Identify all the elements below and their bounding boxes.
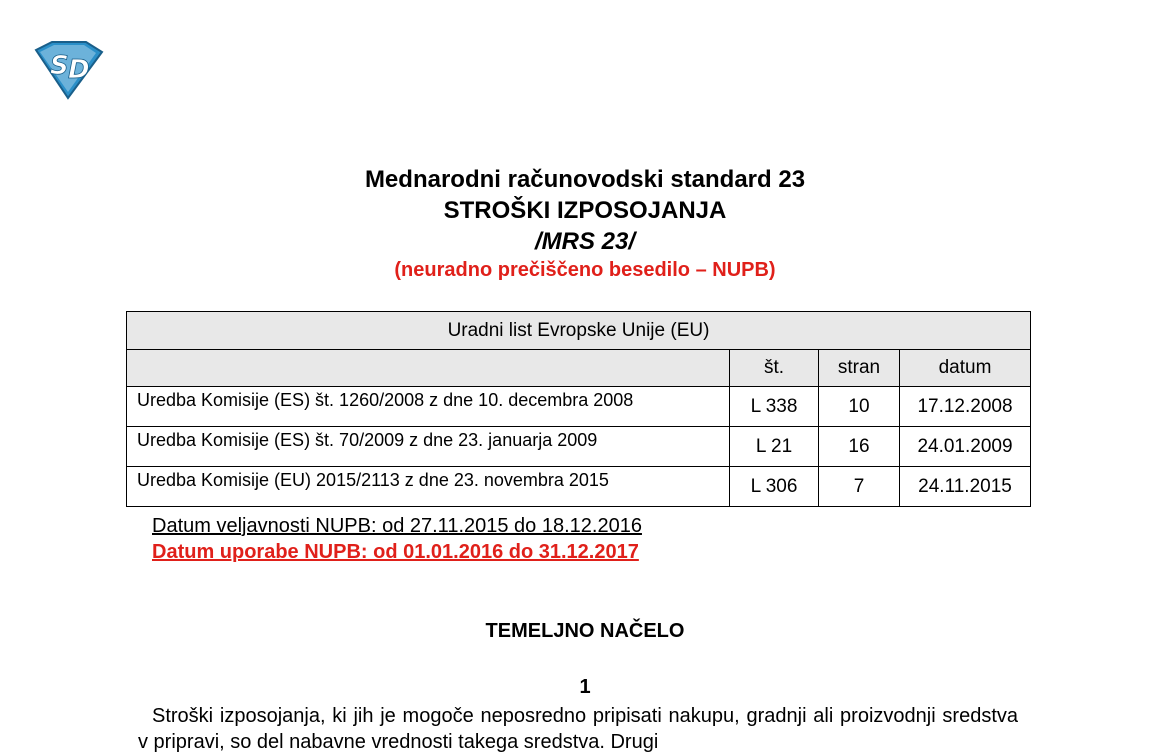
document-code: /MRS 23/	[534, 228, 636, 255]
table-row	[127, 467, 1031, 507]
table-caption: Uradni list Evropske Unije (EU)	[127, 312, 1031, 350]
journal-number: L 306	[730, 467, 819, 507]
document-subtitle: (neuradno prečiščeno besedilo – NUPB)	[394, 259, 776, 281]
column-header-datum: datum	[900, 350, 1031, 387]
journal-number: L 338	[730, 387, 819, 427]
table-row	[127, 387, 1031, 427]
paragraph-text: Stroški izposojanja, ki jih je mogoče neposredno pripisati nakupu, gradnji ali proizvodnji sredstva v pripravi, so del nabavne vrednosti takega sredstva. Drugi	[138, 705, 1018, 753]
regulation-description: Uredba Komisije (ES) št. 1260/2008 z dne 10. decembra 2008	[127, 387, 730, 427]
section-heading: TEMELJNO NAČELO	[485, 620, 685, 642]
publisher-logo	[30, 40, 104, 100]
column-header-st: št.	[730, 350, 819, 387]
official-journal-table	[126, 311, 1031, 507]
table-header-blank	[127, 350, 730, 387]
regulation-description: Uredba Komisije (EU) 2015/2113 z dne 23. novembra 2015	[127, 467, 730, 507]
page-number: 7	[819, 467, 900, 507]
publication-date: 24.11.2015	[900, 467, 1031, 507]
validity-date: Datum veljavnosti NUPB: od 27.11.2015 do 18.12.2016	[152, 515, 642, 537]
document-subject: STROŠKI IZPOSOJANJA	[443, 197, 727, 224]
svg-text:D: D	[68, 55, 90, 85]
publication-date: 17.12.2008	[900, 387, 1031, 427]
table-row	[127, 427, 1031, 467]
regulation-description: Uredba Komisije (ES) št. 70/2009 z dne 23. januarja 2009	[127, 427, 730, 467]
document-title: Mednarodni računovodski standard 23	[364, 166, 806, 193]
page-number: 16	[819, 427, 900, 467]
column-header-stran: stran	[819, 350, 900, 387]
journal-number: L 21	[730, 427, 819, 467]
page-number: 10	[819, 387, 900, 427]
usage-date: Datum uporabe NUPB: od 01.01.2016 do 31.12.2017	[152, 541, 639, 563]
publication-date: 24.01.2009	[900, 427, 1031, 467]
paragraph-number: 1	[579, 676, 591, 698]
svg-text:S: S	[50, 51, 69, 81]
